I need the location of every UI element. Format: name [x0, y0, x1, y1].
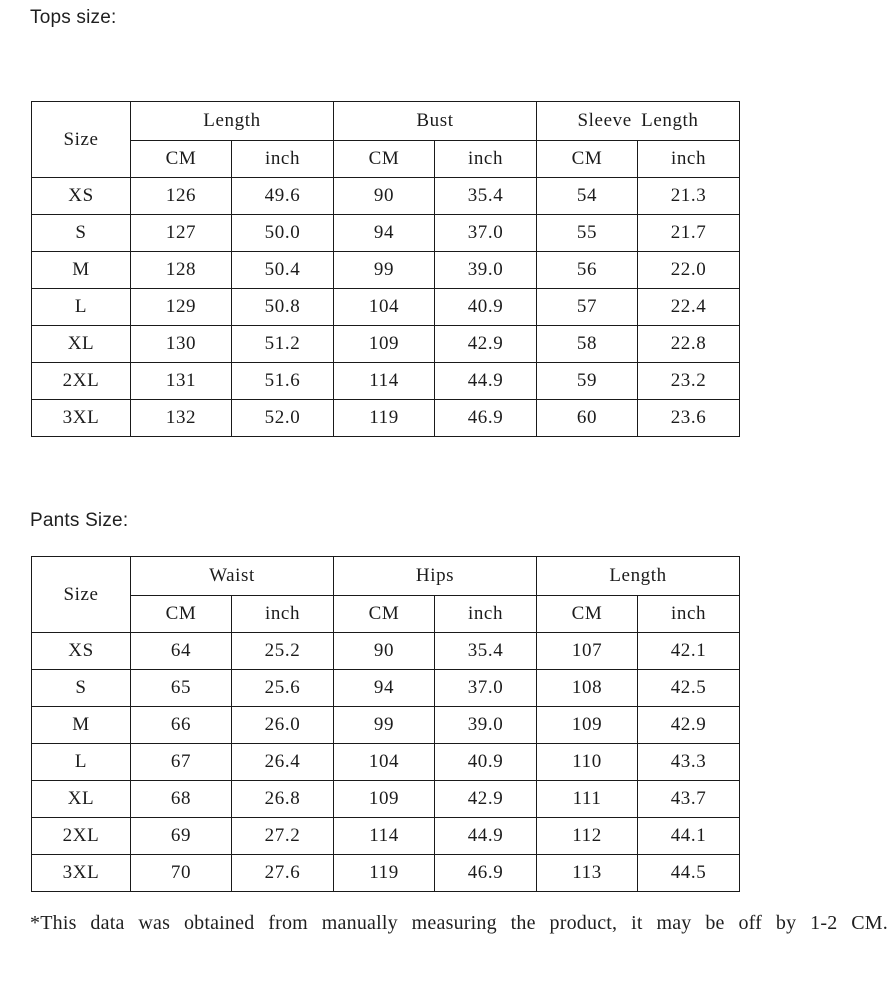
unit-header: inch: [435, 141, 537, 178]
unit-header: CM: [537, 596, 638, 633]
value-cell: 42.9: [435, 326, 537, 363]
value-cell: 27.2: [232, 818, 334, 855]
value-cell: 109: [334, 326, 435, 363]
value-cell: 112: [537, 818, 638, 855]
value-cell: 46.9: [435, 400, 537, 437]
table-row: [32, 707, 740, 744]
value-cell: 51.6: [232, 363, 334, 400]
value-cell: 35.4: [435, 178, 537, 215]
tops-table-body: [32, 178, 740, 437]
group-header-sleeve-length: Sleeve Length: [537, 102, 740, 141]
value-cell: 94: [334, 215, 435, 252]
size-cell: XL: [32, 326, 131, 363]
value-cell: 111: [537, 781, 638, 818]
table-row: [32, 400, 740, 437]
unit-header: CM: [334, 596, 435, 633]
value-cell: 42.9: [435, 781, 537, 818]
table-row: [32, 670, 740, 707]
value-cell: 40.9: [435, 744, 537, 781]
value-cell: 21.3: [638, 178, 740, 215]
value-cell: 129: [131, 289, 232, 326]
size-cell: M: [32, 707, 131, 744]
value-cell: 94: [334, 670, 435, 707]
size-cell: S: [32, 215, 131, 252]
unit-header: inch: [232, 596, 334, 633]
value-cell: 104: [334, 289, 435, 326]
value-cell: 65: [131, 670, 232, 707]
table-row: [32, 744, 740, 781]
size-cell: 2XL: [32, 363, 131, 400]
value-cell: 119: [334, 855, 435, 892]
group-header-row: [32, 557, 740, 596]
unit-header: CM: [537, 141, 638, 178]
value-cell: 109: [537, 707, 638, 744]
value-cell: 90: [334, 178, 435, 215]
value-cell: 113: [537, 855, 638, 892]
value-cell: 37.0: [435, 670, 537, 707]
value-cell: 21.7: [638, 215, 740, 252]
table-row: [32, 289, 740, 326]
value-cell: 44.5: [638, 855, 740, 892]
pants-size-heading: Pants Size:: [30, 510, 129, 531]
value-cell: 39.0: [435, 252, 537, 289]
value-cell: 35.4: [435, 633, 537, 670]
value-cell: 39.0: [435, 707, 537, 744]
value-cell: 110: [537, 744, 638, 781]
group-header-waist: Waist: [131, 557, 334, 596]
unit-header: inch: [435, 596, 537, 633]
value-cell: 23.6: [638, 400, 740, 437]
size-cell: L: [32, 744, 131, 781]
value-cell: 26.8: [232, 781, 334, 818]
table-row: [32, 178, 740, 215]
value-cell: 130: [131, 326, 232, 363]
value-cell: 44.9: [435, 818, 537, 855]
value-cell: 26.4: [232, 744, 334, 781]
value-cell: 37.0: [435, 215, 537, 252]
table-row: [32, 781, 740, 818]
size-cell: 2XL: [32, 818, 131, 855]
value-cell: 40.9: [435, 289, 537, 326]
value-cell: 127: [131, 215, 232, 252]
value-cell: 108: [537, 670, 638, 707]
table-row: [32, 855, 740, 892]
group-header-bust: Bust: [334, 102, 537, 141]
value-cell: 70: [131, 855, 232, 892]
pants-size-table: [31, 556, 740, 892]
size-cell: XS: [32, 178, 131, 215]
value-cell: 126: [131, 178, 232, 215]
table-row: [32, 818, 740, 855]
value-cell: 107: [537, 633, 638, 670]
value-cell: 51.2: [232, 326, 334, 363]
value-cell: 119: [334, 400, 435, 437]
value-cell: 43.3: [638, 744, 740, 781]
value-cell: 114: [334, 818, 435, 855]
value-cell: 46.9: [435, 855, 537, 892]
value-cell: 131: [131, 363, 232, 400]
value-cell: 56: [537, 252, 638, 289]
tops-size-heading: Tops size:: [30, 7, 117, 28]
group-header-length: Length: [131, 102, 334, 141]
size-cell: L: [32, 289, 131, 326]
value-cell: 99: [334, 252, 435, 289]
table-row: [32, 633, 740, 670]
value-cell: 99: [334, 707, 435, 744]
size-cell: S: [32, 670, 131, 707]
value-cell: 27.6: [232, 855, 334, 892]
pants-table-header: [32, 557, 740, 633]
value-cell: 25.6: [232, 670, 334, 707]
unit-header-row: [32, 141, 740, 178]
size-cell: XS: [32, 633, 131, 670]
table-row: [32, 326, 740, 363]
value-cell: 25.2: [232, 633, 334, 670]
value-cell: 104: [334, 744, 435, 781]
value-cell: 90: [334, 633, 435, 670]
value-cell: 42.9: [638, 707, 740, 744]
value-cell: 26.0: [232, 707, 334, 744]
value-cell: 109: [334, 781, 435, 818]
value-cell: 50.0: [232, 215, 334, 252]
value-cell: 66: [131, 707, 232, 744]
unit-header-row: [32, 596, 740, 633]
value-cell: 64: [131, 633, 232, 670]
value-cell: 128: [131, 252, 232, 289]
value-cell: 44.1: [638, 818, 740, 855]
value-cell: 114: [334, 363, 435, 400]
unit-header: CM: [334, 141, 435, 178]
value-cell: 43.7: [638, 781, 740, 818]
value-cell: 54: [537, 178, 638, 215]
size-cell: 3XL: [32, 855, 131, 892]
table-row: [32, 252, 740, 289]
value-cell: 132: [131, 400, 232, 437]
value-cell: 22.0: [638, 252, 740, 289]
value-cell: 52.0: [232, 400, 334, 437]
value-cell: 42.1: [638, 633, 740, 670]
value-cell: 50.8: [232, 289, 334, 326]
pants-table-body: [32, 633, 740, 892]
group-header-hips: Hips: [334, 557, 537, 596]
value-cell: 22.8: [638, 326, 740, 363]
table-row: [32, 215, 740, 252]
value-cell: 67: [131, 744, 232, 781]
value-cell: 57: [537, 289, 638, 326]
value-cell: 50.4: [232, 252, 334, 289]
value-cell: 42.5: [638, 670, 740, 707]
group-header-length: Length: [537, 557, 740, 596]
unit-header: inch: [638, 596, 740, 633]
value-cell: 68: [131, 781, 232, 818]
size-cell: XL: [32, 781, 131, 818]
value-cell: 49.6: [232, 178, 334, 215]
table-row: [32, 363, 740, 400]
value-cell: 69: [131, 818, 232, 855]
unit-header: CM: [131, 141, 232, 178]
value-cell: 55: [537, 215, 638, 252]
value-cell: 60: [537, 400, 638, 437]
size-cell: M: [32, 252, 131, 289]
tops-table-header: [32, 102, 740, 178]
value-cell: 23.2: [638, 363, 740, 400]
tops-size-table: [31, 101, 740, 437]
value-cell: 59: [537, 363, 638, 400]
value-cell: 58: [537, 326, 638, 363]
unit-header: inch: [638, 141, 740, 178]
group-header-row: [32, 102, 740, 141]
value-cell: 44.9: [435, 363, 537, 400]
size-cell: 3XL: [32, 400, 131, 437]
size-column-header: Size: [32, 557, 131, 633]
value-cell: 22.4: [638, 289, 740, 326]
unit-header: CM: [131, 596, 232, 633]
footnote: *This data was obtained from manually measuring the product, it may be off by 1-2 CM.: [30, 912, 888, 934]
unit-header: inch: [232, 141, 334, 178]
size-column-header: Size: [32, 102, 131, 178]
